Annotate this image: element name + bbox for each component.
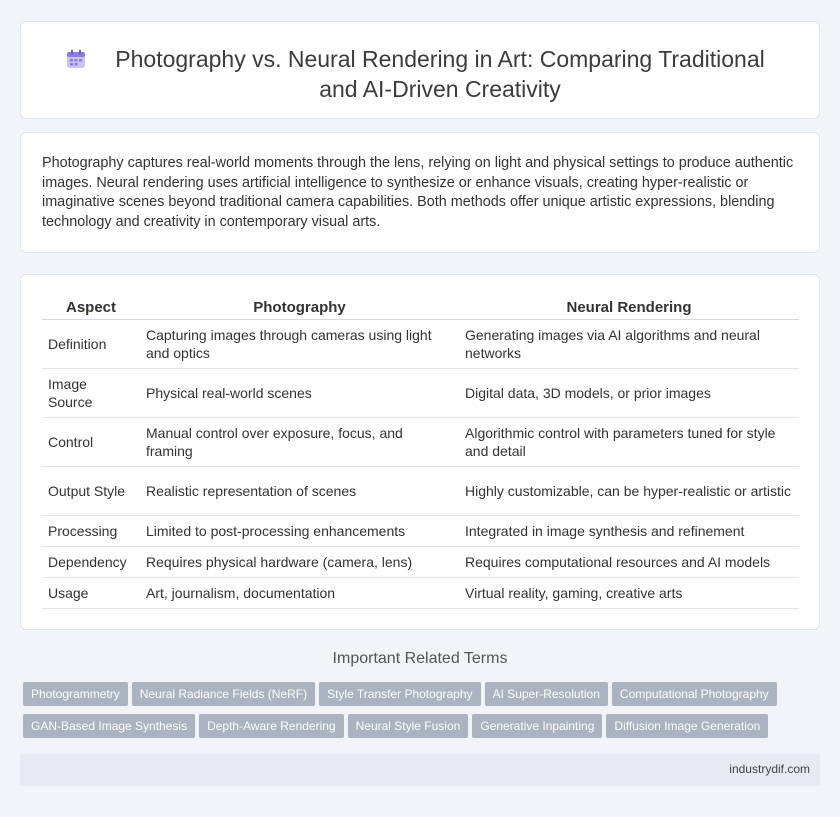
- row-photography: Limited to post-processing enhancements: [140, 515, 459, 546]
- table-row: [42, 466, 799, 515]
- term-tag[interactable]: Computational Photography: [612, 682, 777, 706]
- comparison-table: [42, 297, 799, 609]
- term-tag[interactable]: Generative Inpainting: [472, 714, 602, 738]
- footer: [20, 754, 820, 786]
- row-neural-rendering: Virtual reality, gaming, creative arts: [459, 577, 799, 608]
- table-header-row: [42, 297, 799, 319]
- table-row: [42, 577, 799, 608]
- row-neural-rendering: Generating images via AI algorithms and neural networks: [459, 319, 799, 368]
- intro-card: [20, 132, 820, 253]
- intro-paragraph: Photography captures real-world moments through the lens, relying on light and physical settings to produce authentic images. Neural rendering uses artificial intelligence to synthesize or enhance visuals, creating hyper-realistic or imaginative scenes beyond traditional camera capabilities. Both methods offer unique artistic expressions, blending technology and creativity in contemporary visual arts.: [42, 155, 794, 230]
- header-photography: Photography: [140, 297, 459, 319]
- row-photography: Physical real-world scenes: [140, 368, 459, 417]
- term-tag[interactable]: Photogrammetry: [23, 682, 128, 706]
- title-card: [20, 21, 820, 119]
- term-tag[interactable]: Neural Style Fusion: [348, 714, 469, 738]
- table-row: [42, 319, 799, 368]
- row-neural-rendering: Algorithmic control with parameters tuned for style and detail: [459, 417, 799, 466]
- table-row: [42, 368, 799, 417]
- table-row: [42, 546, 799, 577]
- row-aspect: Processing: [42, 515, 140, 546]
- related-terms-list: [23, 682, 813, 746]
- page-title: Photography vs. Neural Rendering in Art: Comparing Traditional and AI-Driven Creativity: [115, 46, 765, 102]
- term-tag[interactable]: Depth-Aware Rendering: [199, 714, 344, 738]
- footer-site[interactable]: industrydif.com: [729, 762, 810, 776]
- term-tag[interactable]: Diffusion Image Generation: [606, 714, 768, 738]
- comparison-card: [20, 274, 820, 630]
- related-terms-title: Important Related Terms: [332, 650, 508, 667]
- table-row: [42, 515, 799, 546]
- row-aspect: Control: [42, 417, 140, 466]
- row-neural-rendering: Highly customizable, can be hyper-realistic or artistic: [459, 466, 799, 515]
- term-tag[interactable]: AI Super-Resolution: [485, 682, 608, 706]
- row-neural-rendering: Integrated in image synthesis and refinement: [459, 515, 799, 546]
- term-tag[interactable]: Neural Radiance Fields (NeRF): [132, 682, 315, 706]
- row-aspect: Dependency: [42, 546, 140, 577]
- row-neural-rendering: Digital data, 3D models, or prior images: [459, 368, 799, 417]
- row-aspect: Definition: [42, 319, 140, 368]
- row-photography: Capturing images through cameras using light and optics: [140, 319, 459, 368]
- header-neural-rendering: Neural Rendering: [459, 297, 799, 319]
- row-photography: Art, journalism, documentation: [140, 577, 459, 608]
- row-aspect: Image Source: [42, 368, 140, 417]
- row-photography: Manual control over exposure, focus, and framing: [140, 417, 459, 466]
- row-photography: Requires physical hardware (camera, lens): [140, 546, 459, 577]
- term-tag[interactable]: Style Transfer Photography: [319, 682, 480, 706]
- header-aspect: Aspect: [42, 297, 140, 319]
- row-aspect: Output Style: [42, 466, 140, 515]
- row-photography: Realistic representation of scenes: [140, 466, 459, 515]
- row-aspect: Usage: [42, 577, 140, 608]
- row-neural-rendering: Requires computational resources and AI models: [459, 546, 799, 577]
- term-tag[interactable]: GAN-Based Image Synthesis: [23, 714, 195, 738]
- table-row: [42, 417, 799, 466]
